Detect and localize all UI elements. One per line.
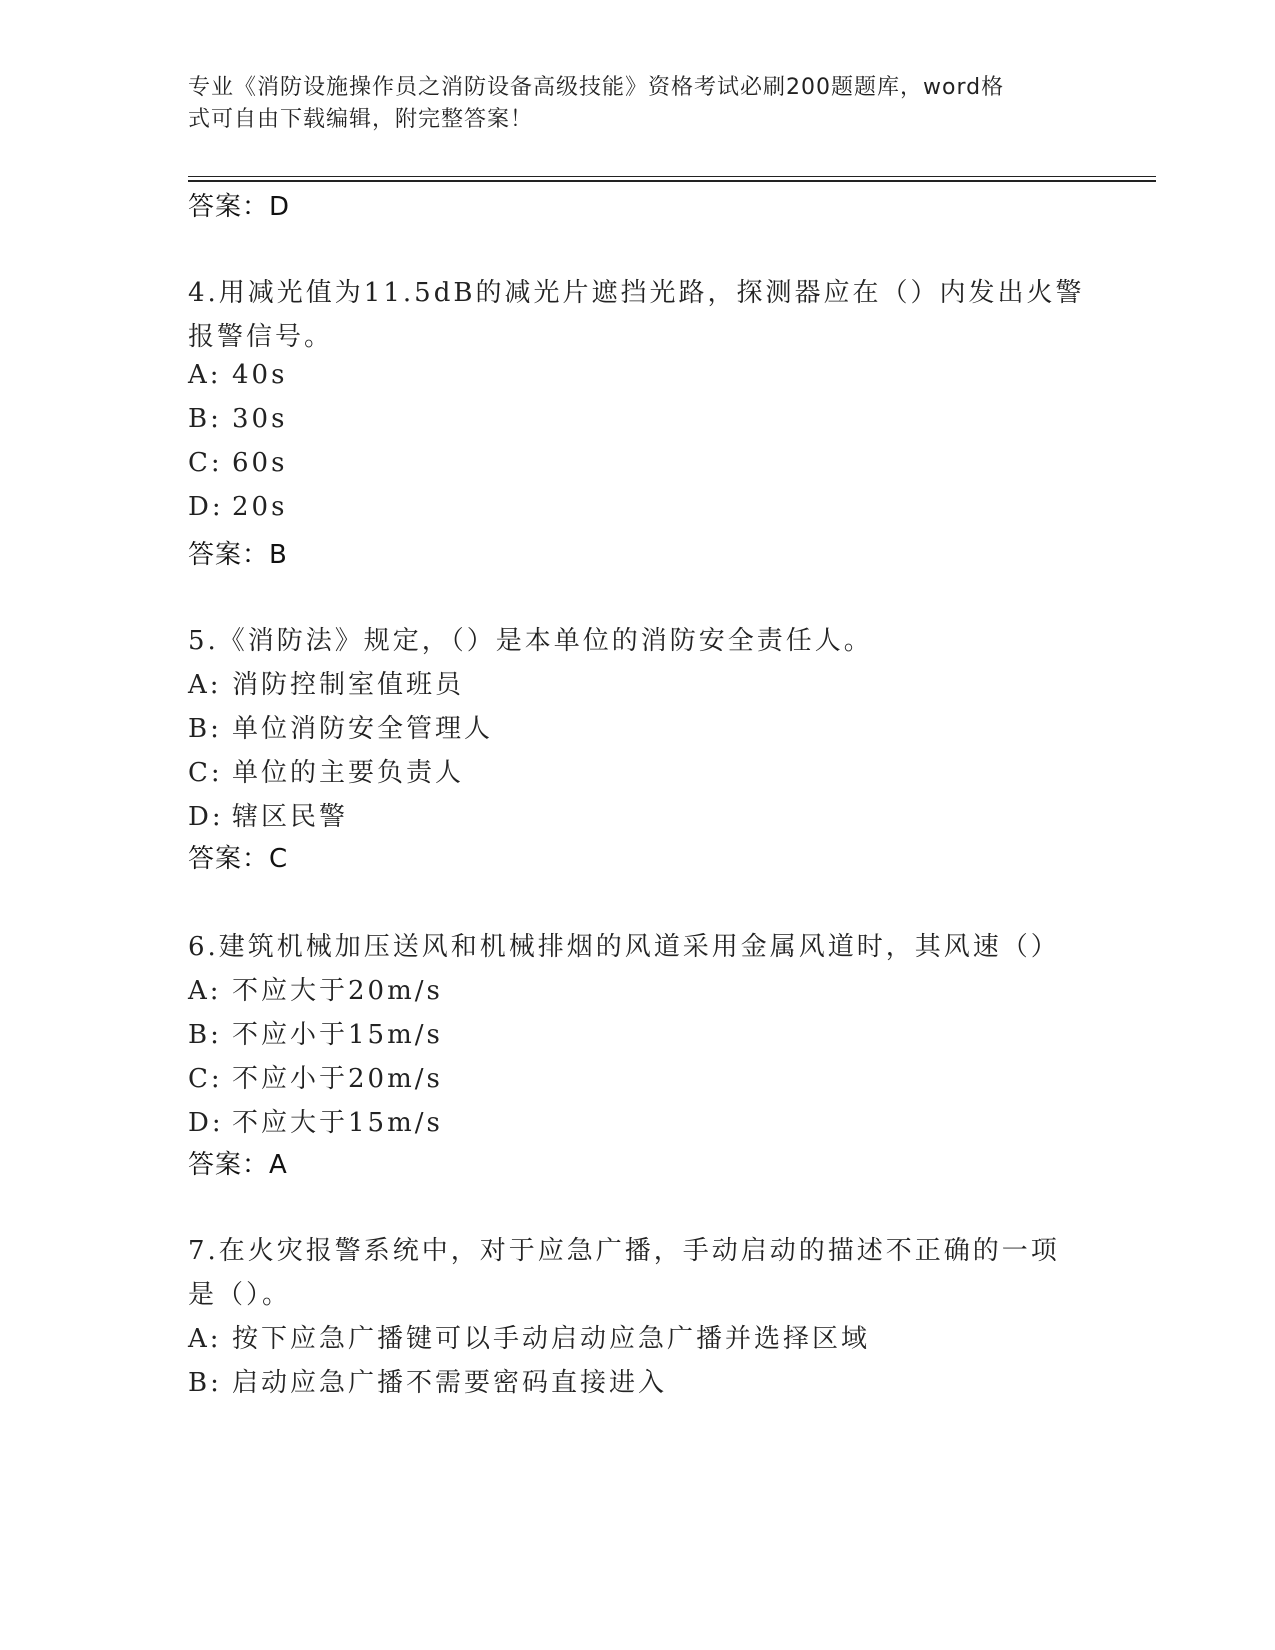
header-divider-thin: [188, 176, 1156, 177]
option-letter: C:: [188, 448, 223, 478]
question-5-option-c: [188, 752, 464, 789]
option-text: 辖区民警: [232, 802, 349, 832]
question-5-option-a: [188, 664, 464, 701]
option-text: 不应小于15m/s: [232, 1020, 443, 1050]
option-text: 不应小于20m/s: [232, 1064, 443, 1094]
option-letter: B:: [188, 1368, 222, 1398]
option-text: 不应大于20m/s: [232, 976, 443, 1006]
option-letter: D:: [188, 802, 224, 832]
option-text: 60s: [232, 448, 288, 478]
header-line-2: 式可自由下载编辑，附完整答案！: [188, 107, 534, 132]
option-letter: C:: [188, 758, 223, 788]
question-7-option-b: [188, 1362, 667, 1399]
option-text: 启动应急广播不需要密码直接进入: [232, 1368, 668, 1398]
question-5-option-b: [188, 708, 493, 745]
answer-q5: 答案：C: [188, 844, 289, 874]
question-7-stem-line-2: 是（）。: [188, 1280, 292, 1310]
question-6-option-d: [188, 1102, 443, 1139]
option-text: 不应大于15m/s: [232, 1108, 443, 1138]
question-6-stem-line-1: 6.建筑机械加压送风和机械排烟的风道采用金属风道时，其风速（）: [188, 932, 1060, 962]
option-text: 40s: [232, 360, 288, 390]
question-5-stem-line-1: 5.《消防法》规定，（）是本单位的消防安全责任人。: [188, 626, 873, 656]
question-4-option-c: [188, 448, 287, 478]
option-letter: B:: [188, 714, 222, 744]
option-text: 消防控制室值班员: [232, 670, 465, 700]
option-text: 30s: [232, 404, 288, 434]
answer-q3: 答案：D: [188, 192, 291, 222]
question-7-stem-line-1: 7.在火灾报警系统中，对于应急广播，手动启动的描述不正确的一项: [188, 1236, 1060, 1266]
question-5-option-d: [188, 796, 348, 833]
option-letter: A:: [188, 976, 222, 1006]
option-letter: A:: [188, 360, 222, 390]
option-letter: B:: [188, 404, 222, 434]
option-text: 20s: [232, 492, 288, 522]
question-7-option-a: [188, 1318, 870, 1355]
option-text: 单位消防安全管理人: [232, 714, 494, 744]
option-letter: B:: [188, 1020, 222, 1050]
option-text: 单位的主要负责人: [232, 758, 465, 788]
option-letter: A:: [188, 670, 222, 700]
question-4-option-d: [188, 492, 287, 522]
answer-q4: 答案：B: [188, 540, 288, 570]
option-letter: C:: [188, 1064, 223, 1094]
option-letter: D:: [188, 1108, 224, 1138]
answer-q6: 答案：A: [188, 1150, 288, 1180]
header-divider-thick: [188, 180, 1156, 182]
question-6-option-c: [188, 1058, 443, 1095]
question-6-option-b: [188, 1014, 443, 1051]
question-4-stem-line-2: 报警信号。: [188, 322, 334, 352]
document-header: [188, 72, 1088, 136]
question-4-option-b: [188, 404, 287, 434]
option-letter: D:: [188, 492, 224, 522]
question-6-option-a: [188, 970, 443, 1007]
question-4-stem-line-1: 4.用减光值为11.5dB的减光片遮挡光路，探测器应在（）内发出火警: [188, 278, 1085, 308]
header-line-1: 专业《消防设施操作员之消防设备高级技能》资格考试必刷200题题库，word格: [188, 75, 1005, 100]
option-letter: A:: [188, 1324, 222, 1354]
option-text: 按下应急广播键可以手动启动应急广播并选择区域: [232, 1324, 871, 1354]
question-4-option-a: [188, 360, 287, 390]
